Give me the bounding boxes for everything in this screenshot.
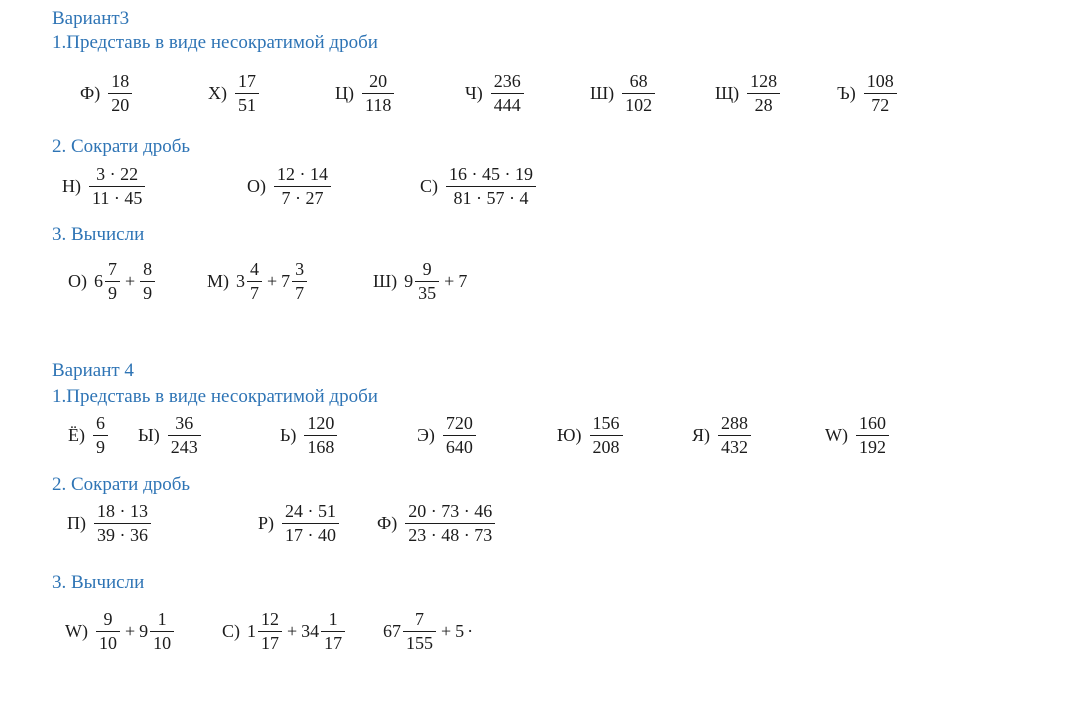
item-label: Ш) — [590, 82, 615, 103]
fraction — [491, 70, 524, 116]
numerator: 108 — [864, 70, 897, 94]
fraction — [108, 70, 132, 116]
fraction — [93, 412, 108, 458]
item-label: Э) — [417, 424, 435, 445]
numerator: 4 — [247, 258, 262, 282]
denominator: 10 — [153, 632, 172, 653]
denominator: 102 — [625, 94, 653, 115]
numerator: 36 — [168, 412, 201, 436]
fraction — [446, 163, 536, 209]
fraction — [856, 412, 889, 458]
item-label: Р) — [258, 512, 275, 533]
fraction — [292, 258, 307, 304]
whole-number: 7 — [458, 270, 468, 291]
numerator: 9 — [96, 608, 120, 632]
item-label: W) — [65, 620, 88, 641]
expression-item — [222, 608, 346, 654]
expression-item — [383, 608, 473, 654]
denominator: 51 — [238, 94, 256, 115]
item-label: П) — [67, 512, 86, 533]
fraction-item — [715, 70, 781, 116]
variant3-task1-row — [0, 70, 1079, 128]
fraction — [415, 258, 439, 304]
fraction — [96, 608, 120, 654]
expression-item — [68, 258, 156, 304]
item-label: С) — [420, 175, 438, 196]
denominator: 640 — [445, 436, 473, 457]
fraction-item — [208, 70, 260, 116]
denominator: 118 — [365, 94, 392, 115]
denominator: 17 · 40 — [285, 524, 337, 545]
variant3-task2-heading: 2. Сократи дробь — [52, 136, 191, 157]
fraction — [168, 412, 201, 458]
variant4-task3-row — [0, 608, 1079, 666]
numerator: 16 · 45 · 19 — [446, 163, 536, 187]
numerator: 20 · 73 · 46 — [405, 500, 495, 524]
item-label: Ф) — [80, 82, 101, 103]
denominator: 444 — [493, 94, 521, 115]
fraction — [105, 258, 120, 304]
denominator: 7 · 27 — [281, 187, 324, 208]
denominator: 72 — [871, 94, 890, 115]
fraction-item — [465, 70, 525, 116]
plus-operator: + — [444, 270, 455, 291]
fraction-item — [138, 412, 202, 458]
denominator: 35 — [418, 282, 437, 303]
numerator: 128 — [747, 70, 780, 94]
fraction — [362, 70, 394, 116]
numerator: 9 — [415, 258, 439, 282]
variant3-task2-row — [0, 163, 1079, 221]
fraction — [140, 258, 155, 304]
whole-number: 3 — [236, 270, 245, 291]
plus-operator: + — [124, 620, 136, 641]
fraction-item — [258, 500, 340, 546]
fraction — [864, 70, 897, 116]
variant4-task2-heading: 2. Сократи дробь — [52, 474, 191, 495]
denominator: 11 · 45 — [92, 187, 143, 208]
fraction — [247, 258, 262, 304]
denominator: 7 — [250, 282, 259, 303]
fraction — [258, 608, 282, 654]
item-label: W) — [825, 424, 848, 445]
numerator: 18 — [108, 70, 132, 94]
expression-item — [373, 258, 468, 304]
fraction — [443, 412, 476, 458]
denominator: 432 — [721, 436, 748, 457]
numerator: 288 — [718, 412, 751, 436]
variant4-task1-heading: 1.Представь в виде несократимой дроби — [52, 386, 378, 407]
whole-number: 67 — [383, 620, 401, 641]
denominator: 23 · 48 · 73 — [408, 524, 493, 545]
denominator: 168 — [307, 436, 335, 457]
item-label: Ф) — [377, 512, 398, 533]
numerator: 3 · 22 — [89, 163, 145, 187]
variant4-task2-row — [0, 500, 1079, 558]
fraction — [405, 500, 495, 546]
item-label: Ъ) — [837, 82, 856, 103]
numerator: 236 — [491, 70, 524, 94]
numerator: 17 — [235, 70, 259, 94]
whole-number: 9 — [139, 620, 149, 641]
fraction — [274, 163, 331, 209]
fraction-item — [837, 70, 898, 116]
denominator: 192 — [858, 436, 886, 457]
fraction-item — [417, 412, 477, 458]
whole-number: 9 — [404, 270, 414, 291]
numerator: 1 — [321, 608, 345, 632]
numerator: 160 — [856, 412, 889, 436]
fraction — [622, 70, 655, 116]
denominator: 208 — [592, 436, 620, 457]
item-label: Я) — [692, 424, 710, 445]
variant4-title: Вариант 4 — [52, 360, 134, 381]
denominator: 9 — [143, 282, 153, 303]
expression-item — [207, 258, 308, 304]
numerator: 20 — [362, 70, 394, 94]
fraction-item — [377, 500, 496, 546]
fraction-item — [692, 412, 752, 458]
whole-number: 7 — [281, 270, 291, 291]
item-label: Ш) — [373, 270, 398, 291]
fraction-item — [280, 412, 338, 458]
denominator: 9 — [108, 282, 117, 303]
numerator: 156 — [590, 412, 623, 436]
numerator: 6 — [93, 412, 108, 436]
numerator: 1 — [150, 608, 174, 632]
fraction — [590, 412, 623, 458]
variant3-task1-heading: 1.Представь в виде несократимой дроби — [52, 32, 378, 53]
numerator: 7 — [403, 608, 436, 632]
variant3-task3-heading: 3. Вычисли — [52, 224, 145, 245]
variant4-task3-heading: 3. Вычисли — [52, 572, 145, 593]
whole-number: 1 — [247, 620, 256, 641]
item-label: С) — [222, 620, 240, 641]
plus-operator: + — [287, 620, 298, 641]
denominator: 81 · 57 · 4 — [453, 187, 529, 208]
item-label: Ю) — [557, 424, 582, 445]
whole-number: 34 — [301, 620, 320, 641]
multiplication-dot: · — [467, 620, 474, 641]
numerator: 68 — [622, 70, 655, 94]
fraction-item — [590, 70, 656, 116]
fraction — [321, 608, 345, 654]
fraction-item — [247, 163, 332, 209]
numerator: 12 · 14 — [274, 163, 331, 187]
fraction-item — [67, 500, 152, 546]
numerator: 12 — [258, 608, 282, 632]
fraction-item — [62, 163, 146, 209]
numerator: 3 — [292, 258, 307, 282]
plus-operator: + — [267, 270, 278, 291]
item-label: М) — [207, 270, 229, 291]
fraction — [282, 500, 339, 546]
numerator: 720 — [443, 412, 476, 436]
item-label: О) — [68, 270, 87, 291]
fraction-item — [80, 70, 133, 116]
fraction-item — [335, 70, 395, 116]
numerator: 7 — [105, 258, 120, 282]
whole-number: 5 — [455, 620, 465, 641]
fraction — [304, 412, 337, 458]
fraction — [403, 608, 436, 654]
whole-number: 6 — [94, 270, 103, 291]
denominator: 17 — [261, 632, 279, 653]
item-label: О) — [247, 175, 266, 196]
fraction — [150, 608, 174, 654]
item-label: Ь) — [280, 424, 297, 445]
fraction — [747, 70, 780, 116]
fraction — [718, 412, 751, 458]
item-label: Ц) — [335, 82, 354, 103]
denominator: 17 — [324, 632, 343, 653]
variant4-task1-row — [0, 412, 1079, 470]
denominator: 243 — [170, 436, 198, 457]
item-label: Х) — [208, 82, 227, 103]
denominator: 10 — [98, 632, 117, 653]
item-label: Н) — [62, 175, 81, 196]
denominator: 20 — [111, 94, 130, 115]
fraction — [235, 70, 259, 116]
item-label: Ы) — [138, 424, 160, 445]
fraction — [94, 500, 151, 546]
denominator: 155 — [406, 632, 433, 653]
numerator: 18 · 13 — [94, 500, 151, 524]
item-label: Ё) — [68, 424, 85, 445]
plus-operator: + — [441, 620, 452, 641]
fraction-item — [557, 412, 624, 458]
fraction — [89, 163, 145, 209]
variant3-task3-row — [0, 258, 1079, 316]
fraction-item — [68, 412, 109, 458]
denominator: 9 — [96, 436, 105, 457]
numerator: 8 — [140, 258, 155, 282]
item-label: Ч) — [465, 82, 483, 103]
variant3-title: Вариант3 — [52, 8, 130, 29]
fraction-item — [420, 163, 537, 209]
numerator: 120 — [304, 412, 337, 436]
plus-operator: + — [125, 270, 136, 291]
denominator: 28 — [754, 94, 773, 115]
item-label: Щ) — [715, 82, 740, 103]
denominator: 7 — [295, 282, 305, 303]
expression-item — [65, 608, 175, 654]
fraction-item — [825, 412, 890, 458]
numerator: 24 · 51 — [282, 500, 339, 524]
denominator: 39 · 36 — [97, 524, 148, 545]
